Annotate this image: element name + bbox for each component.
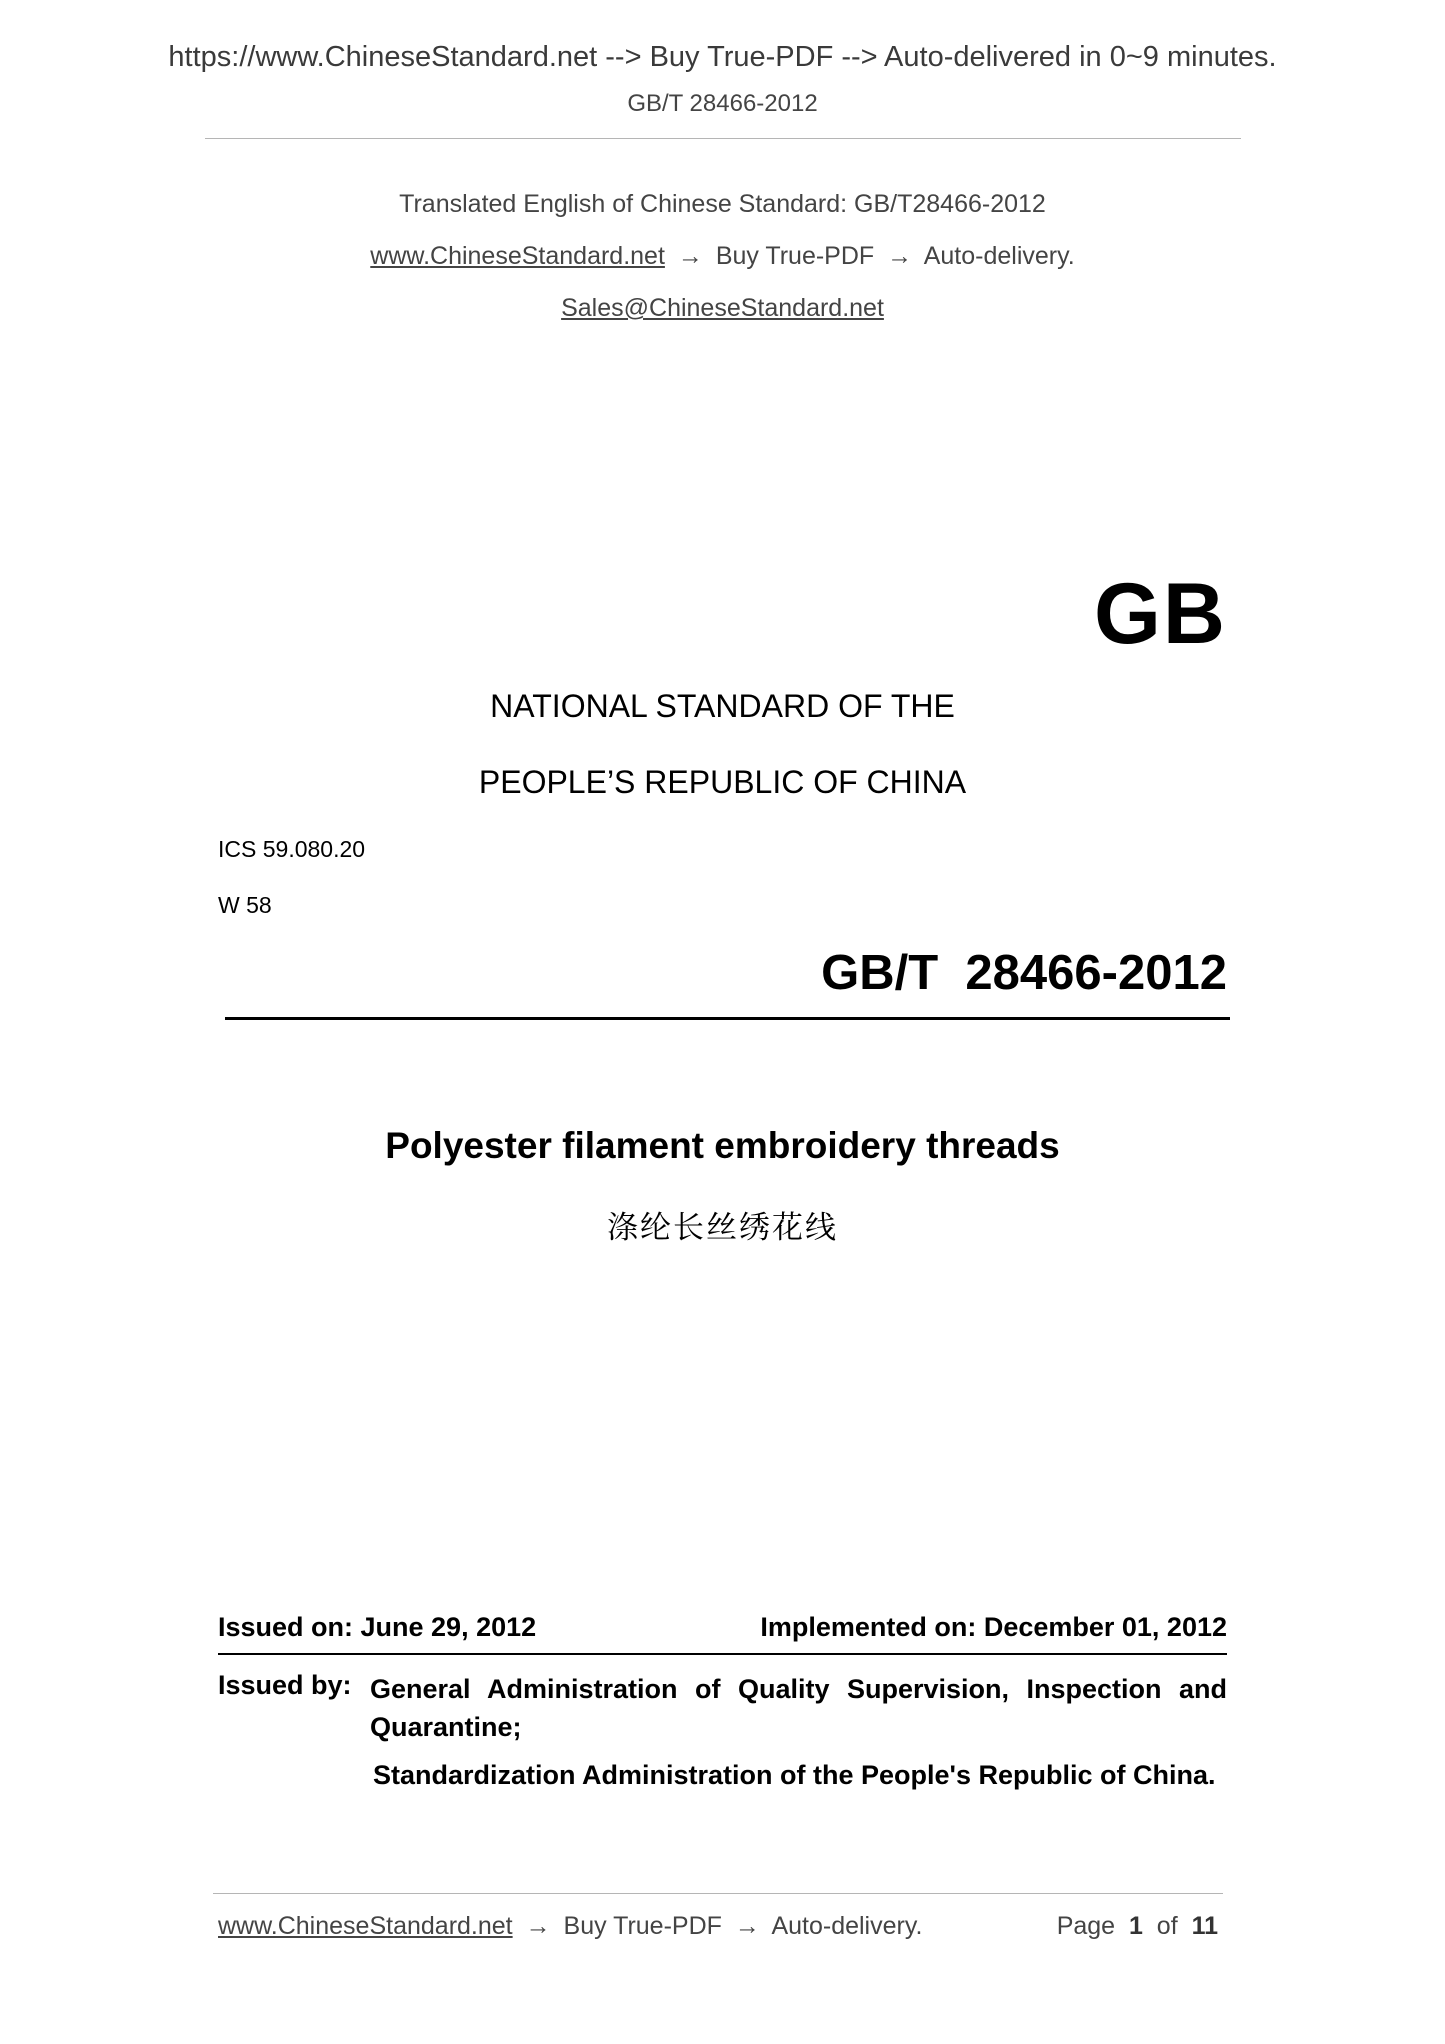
national-standard-line-1: NATIONAL STANDARD OF THE (490, 688, 955, 724)
buy-true-pdf-text: Buy True-PDF (715, 242, 875, 270)
document-title-english: Polyester filament embroidery threads (385, 1125, 1060, 1166)
header-standard-code: GB/T 28466-2012 (627, 90, 818, 117)
arrow-right-icon: → (734, 1912, 760, 1940)
arrow-right-icon: → (525, 1912, 551, 1940)
arrow-right-icon: → (887, 242, 913, 270)
footer-delivery-text: Auto-delivery. (771, 1912, 923, 1940)
standard-number-rule (225, 1017, 1230, 1020)
issue-divider (218, 1653, 1227, 1655)
standard-number: GB/T 28466-2012 (821, 946, 1227, 1000)
translated-title: Translated English of Chinese Standard: GB/T28466-2012 (399, 190, 1046, 218)
site-link[interactable]: www.ChineseStandard.net (370, 242, 665, 270)
footer-buy-text: Buy True-PDF (563, 1912, 722, 1940)
top-banner[interactable]: https://www.ChineseStandard.net --> Buy True-PDF --> Auto-delivered in 0~9 minutes. (168, 41, 1277, 73)
header-divider (205, 138, 1241, 139)
sales-line (0, 294, 1445, 323)
issued-on-date: Issued on: June 29, 2012 (218, 1612, 537, 1642)
page-current: 1 (1128, 1912, 1143, 1940)
footer-divider (213, 1893, 1223, 1894)
issuer-sac: Standardization Administration of the People's Republic of China. (373, 1760, 1216, 1790)
gb-mark: GB (1094, 566, 1227, 662)
buy-line (0, 242, 1445, 271)
footer-buy-line (218, 1912, 922, 1941)
of-label: of (1156, 1912, 1178, 1940)
sales-email-link[interactable]: Sales@ChineseStandard.net (561, 294, 884, 322)
national-standard-line-2: PEOPLE’S REPUBLIC OF CHINA (478, 764, 967, 800)
arrow-right-icon: → (677, 242, 703, 270)
footer-site-link[interactable]: www.ChineseStandard.net (218, 1912, 513, 1940)
issued-by-label: Issued by: (218, 1670, 352, 1700)
implemented-on-date: Implemented on: December 01, 2012 (760, 1612, 1227, 1642)
page-label: Page (1056, 1912, 1116, 1940)
document-title-chinese: 涤纶长丝绣花线 (607, 1210, 838, 1245)
page-total: 11 (1191, 1912, 1218, 1940)
issuer-aqsiq: General Administration of Quality Supervision, Inspection and Quarantine; (370, 1674, 1227, 1742)
auto-delivery-text: Auto-delivery. (923, 242, 1075, 270)
ics-code: ICS 59.080.20 (218, 836, 366, 862)
page-indicator (1057, 1912, 1218, 1941)
w-code: W 58 (218, 892, 272, 918)
